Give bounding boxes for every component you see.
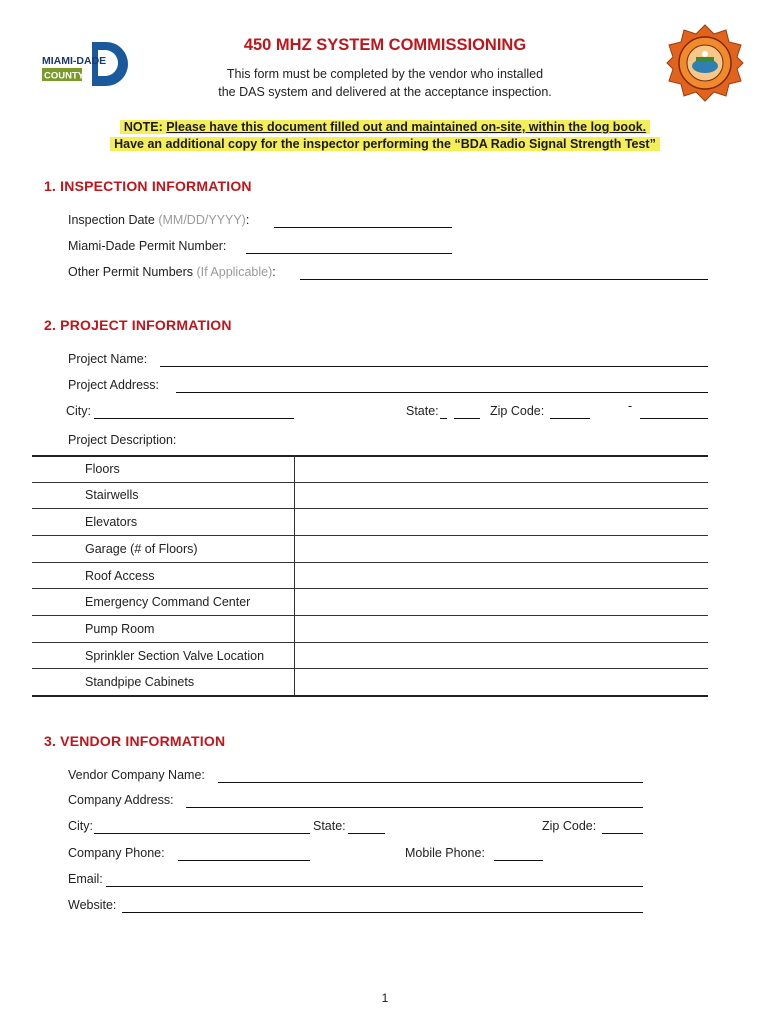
zip-dash: - xyxy=(628,399,633,413)
table-row-label: Sprinkler Section Valve Location xyxy=(85,649,265,663)
company-phone-field[interactable] xyxy=(178,860,310,861)
mobile-phone-field[interactable] xyxy=(494,860,543,861)
other-permit-field[interactable] xyxy=(300,279,708,280)
pump-room-input[interactable] xyxy=(296,616,708,642)
logo-text-bottom: COUNTY xyxy=(44,70,85,82)
vendor-state-field[interactable] xyxy=(348,833,385,834)
website-label: Website: xyxy=(68,898,117,912)
table-row-label: Roof Access xyxy=(85,569,155,583)
section-1-heading: 1. INSPECTION INFORMATION xyxy=(44,178,252,194)
vendor-company-label: Vendor Company Name: xyxy=(68,768,205,782)
vendor-city-label: City: xyxy=(68,819,93,833)
vendor-zip-field[interactable] xyxy=(602,833,643,834)
subtitle-line-2: the DAS system and delivered at the acceptance inspection. xyxy=(218,85,552,99)
standpipe-cabinets-input[interactable] xyxy=(296,669,708,695)
table-row-label: Emergency Command Center xyxy=(85,595,251,609)
vendor-company-field[interactable] xyxy=(218,782,643,783)
table-row-label: Floors xyxy=(85,462,120,476)
inspection-date-label: Inspection Date (MM/DD/YYYY): xyxy=(68,213,250,227)
project-address-field[interactable] xyxy=(176,392,708,393)
elevators-input[interactable] xyxy=(296,509,708,535)
sprinkler-valve-input[interactable] xyxy=(296,643,708,668)
note-prefix: NOTE: xyxy=(123,120,163,134)
project-zip-ext-field[interactable] xyxy=(640,418,708,419)
project-name-field[interactable] xyxy=(160,366,708,367)
note-text-2: Have an additional copy for the inspector performing the “BDA Radio Signal Strength Test” xyxy=(110,137,660,151)
note-text-1: Please have this document filled out and maintained on-site, within the log book. xyxy=(166,120,647,134)
note-line-1 xyxy=(0,120,770,134)
project-zip-label: Zip Code: xyxy=(490,404,545,418)
mobile-phone-label: Mobile Phone: xyxy=(405,846,485,860)
permit-number-label: Miami-Dade Permit Number: xyxy=(68,239,227,253)
table-row-label: Elevators xyxy=(85,515,138,529)
section-3-heading: 3. VENDOR INFORMATION xyxy=(44,733,226,749)
garage-input[interactable] xyxy=(296,536,708,562)
project-city-label: City: xyxy=(66,404,91,418)
project-description-label: Project Description: xyxy=(68,433,177,447)
table-row-label: Pump Room xyxy=(85,622,155,636)
company-address-label: Company Address: xyxy=(68,793,174,807)
table-bottom-border xyxy=(32,695,708,697)
email-field[interactable] xyxy=(106,886,643,887)
table-row-label: Stairwells xyxy=(85,488,139,502)
project-zip-field[interactable] xyxy=(550,418,590,419)
floors-input[interactable] xyxy=(296,456,708,482)
company-phone-label: Company Phone: xyxy=(68,846,165,860)
inspection-date-hint: (MM/DD/YYYY) xyxy=(158,213,246,227)
logo-text-top: MIAMI-DADE xyxy=(42,55,107,67)
note-line-2 xyxy=(0,137,770,151)
inspection-date-field[interactable] xyxy=(274,227,452,228)
project-state-field-a[interactable] xyxy=(440,418,447,419)
emergency-command-center-input[interactable] xyxy=(296,589,708,615)
page-number: 1 xyxy=(381,991,389,1005)
form-title: 450 MHZ SYSTEM COMMISSIONING xyxy=(243,36,527,54)
vendor-zip-label: Zip Code: xyxy=(542,819,597,833)
permit-number-field[interactable] xyxy=(246,253,452,254)
project-state-field-b[interactable] xyxy=(454,418,480,419)
table-row-label: Standpipe Cabinets xyxy=(85,675,195,689)
vendor-city-field[interactable] xyxy=(94,833,310,834)
table-row-label: Garage (# of Floors) xyxy=(85,542,198,556)
subtitle-line-1: This form must be completed by the vendor who installed xyxy=(226,67,544,81)
other-permit-label: Other Permit Numbers (If Applicable): xyxy=(68,265,276,279)
project-state-label: State: xyxy=(406,404,439,418)
company-address-field[interactable] xyxy=(186,807,643,808)
project-name-label: Project Name: xyxy=(68,352,148,366)
vendor-state-label: State: xyxy=(313,819,346,833)
other-permit-hint: (If Applicable) xyxy=(196,265,273,279)
roof-access-input[interactable] xyxy=(296,563,708,588)
website-field[interactable] xyxy=(122,912,643,913)
project-city-field[interactable] xyxy=(94,418,294,419)
stairwells-input[interactable] xyxy=(296,483,708,508)
project-address-label: Project Address: xyxy=(68,378,160,392)
section-2-heading: 2. PROJECT INFORMATION xyxy=(44,317,232,333)
table-column-divider xyxy=(294,455,295,696)
email-label: Email: xyxy=(68,872,103,886)
